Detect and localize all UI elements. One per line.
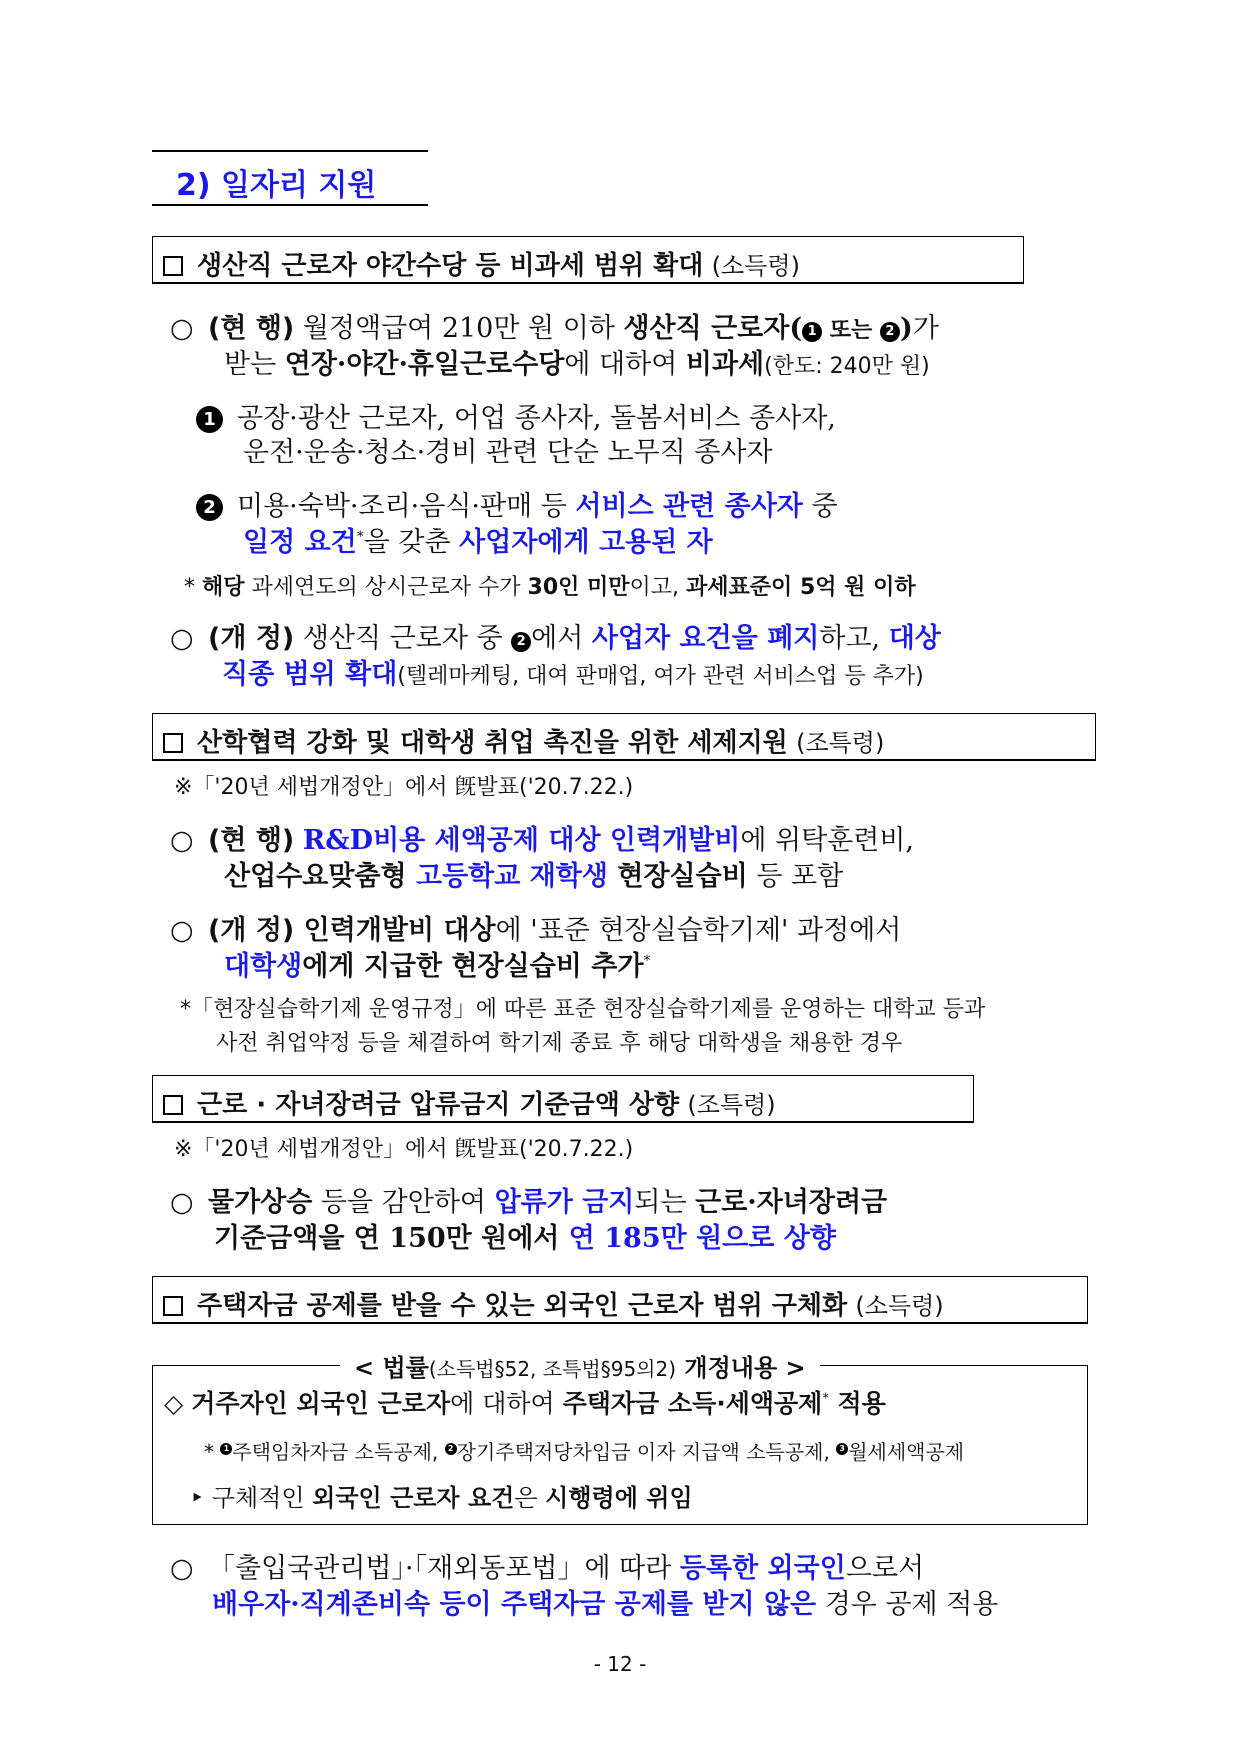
s1-revision-line-1: ○ (개 정) 생산직 근로자 중 2 에서 사업자 요건을 폐지하고, 대상 [170, 623, 941, 654]
topic-title: 근로 · 자녀장려금 압류금지 기준금액 상향 [197, 1090, 680, 1120]
s4-line-1: ○ 「출입국관리법」·「재외동포법」에 따라 등록한 외국인으로서 [170, 1553, 925, 1584]
checkbox-square-icon [163, 1095, 183, 1115]
topic-tag: (조특령) [796, 729, 885, 757]
s3-reference-note: ※「'20년 세법개정안」에서 旣발표('20.7.22.) [174, 1137, 634, 1162]
s2-reference-note: ※「'20년 세법개정안」에서 旣발표('20.7.22.) [174, 775, 634, 800]
page-number: - 12 - [593, 1652, 647, 1676]
circle-bullet-icon: ○ [170, 825, 194, 856]
s1-item-1-line-1: 1 공장·광산 근로자, 어업 종사자, 돌봄서비스 종사자, [196, 396, 836, 435]
number-2-icon: 2 [445, 1443, 457, 1455]
s3-line-2: 기준금액을 연 150만 원에서 연 185만 원으로 상향 [214, 1223, 836, 1254]
s1-footnote: * 해당 과세연도의 상시근로자 수가 30인 미만이고, 과세표준이 5억 원 이하 [184, 575, 916, 600]
s2-revision-line-1: ○ (개 정) 인력개발비 대상에 '표준 현장실습학기제' 과정에서 [170, 915, 902, 946]
circle-bullet-icon: ○ [170, 915, 194, 946]
diamond-bullet-icon: ◇ [164, 1389, 192, 1418]
checkbox-square-icon [163, 1296, 183, 1316]
s2-current-line-1: ○ (현 행) R&D비용 세액공제 대상 인력개발비에 위탁훈련비, [170, 825, 915, 856]
topic-box-2 [152, 713, 1096, 761]
law-footnote: * 1 주택임차자금 소득공제, 2 장기주택저당차입금 이자 지급액 소득공제, 3 월세세액공제 [204, 1440, 965, 1464]
circle-bullet-icon: ○ [170, 1187, 194, 1218]
section-title-text: 2) 일자리 지원 [176, 168, 377, 203]
topic-tag: (조특령) [687, 1091, 776, 1119]
s2-current-line-2: 산업수요맞춤형 고등학교 재학생 현장실습비 등 포함 [224, 861, 844, 892]
topic-tag: (소득령) [855, 1292, 944, 1320]
topic-title: 주택자금 공제를 받을 수 있는 외국인 근로자 범위 구체화 [197, 1291, 848, 1321]
circle-bullet-icon: ○ [170, 623, 194, 654]
number-2-icon: 2 [880, 322, 900, 342]
number-2-icon: 2 [511, 632, 531, 652]
topic-title: 생산직 근로자 야간수당 등 비과세 범위 확대 [197, 251, 704, 281]
topic-box-3 [152, 1075, 974, 1123]
s1-item-1-line-2: 운전·운송·청소·경비 관련 단순 노무직 종사자 [243, 437, 773, 468]
number-1-icon: 1 [220, 1443, 232, 1455]
circle-bullet-icon: ○ [170, 313, 194, 344]
number-2-icon: 2 [196, 494, 223, 521]
s3-line-1: ○ 물가상승 등을 감안하여 압류가 금지되는 근로·자녀장려금 [170, 1187, 888, 1218]
topic-box-4 [152, 1276, 1088, 1324]
circle-bullet-icon: ○ [170, 1553, 194, 1584]
law-amendment-title: < 법률(소득법§52, 조특법§95의2) 개정내용 > [340, 1348, 820, 1383]
number-1-icon: 1 [802, 322, 822, 342]
s4-line-2: 배우자·직계존비속 등이 주택자금 공제를 받지 않은 경우 공제 적용 [212, 1589, 999, 1620]
s2-footnote-line-2: 사전 취업약정 등을 체결하여 학기제 종료 후 해당 대학생을 채용한 경우 [216, 1031, 903, 1056]
topic-box-1 [152, 236, 1024, 284]
law-delegation-line: ‣ 구체적인 외국인 근로자 요건은 시행령에 위임 [190, 1484, 693, 1512]
law-content-line: ◇ 거주자인 외국인 근로자에 대하여 주택자금 소득·세액공제* 적용 [164, 1389, 886, 1418]
number-1-icon: 1 [196, 406, 223, 433]
s2-footnote-line-1: *「현장실습학기제 운영규정」에 따른 표준 현장실습학기제를 운영하는 대학교 등과 [180, 997, 986, 1022]
s1-revision-line-2: 직종 범위 확대(텔레마케팅, 대여 판매업, 여가 관련 서비스업 등 추가) [222, 659, 924, 690]
s1-item-2-line-1: 2 미용·숙박·조리·음식·판매 등 서비스 관련 종사자 중 [196, 484, 838, 523]
topic-tag: (소득령) [711, 252, 800, 280]
checkbox-square-icon [163, 256, 183, 276]
topic-title: 산학협력 강화 및 대학생 취업 촉진을 위한 세제지원 [197, 728, 788, 758]
number-3-icon: 3 [836, 1443, 848, 1455]
s1-current-line-1: ○ (현 행) 월정액급여 210만 원 이하 생산직 근로자( 1 또는 2 )가 [170, 313, 939, 344]
s1-item-2-line-2: 일정 요건*을 갖춘 사업자에게 고용된 자 [243, 527, 713, 558]
s1-current-line-2: 받는 연장·야간·휴일근로수당에 대하여 비과세(한도: 240만 원) [224, 349, 930, 380]
checkbox-square-icon [163, 733, 183, 753]
s2-revision-line-2: 대학생에게 지급한 현장실습비 추가* [224, 951, 651, 982]
section-title [152, 150, 428, 206]
